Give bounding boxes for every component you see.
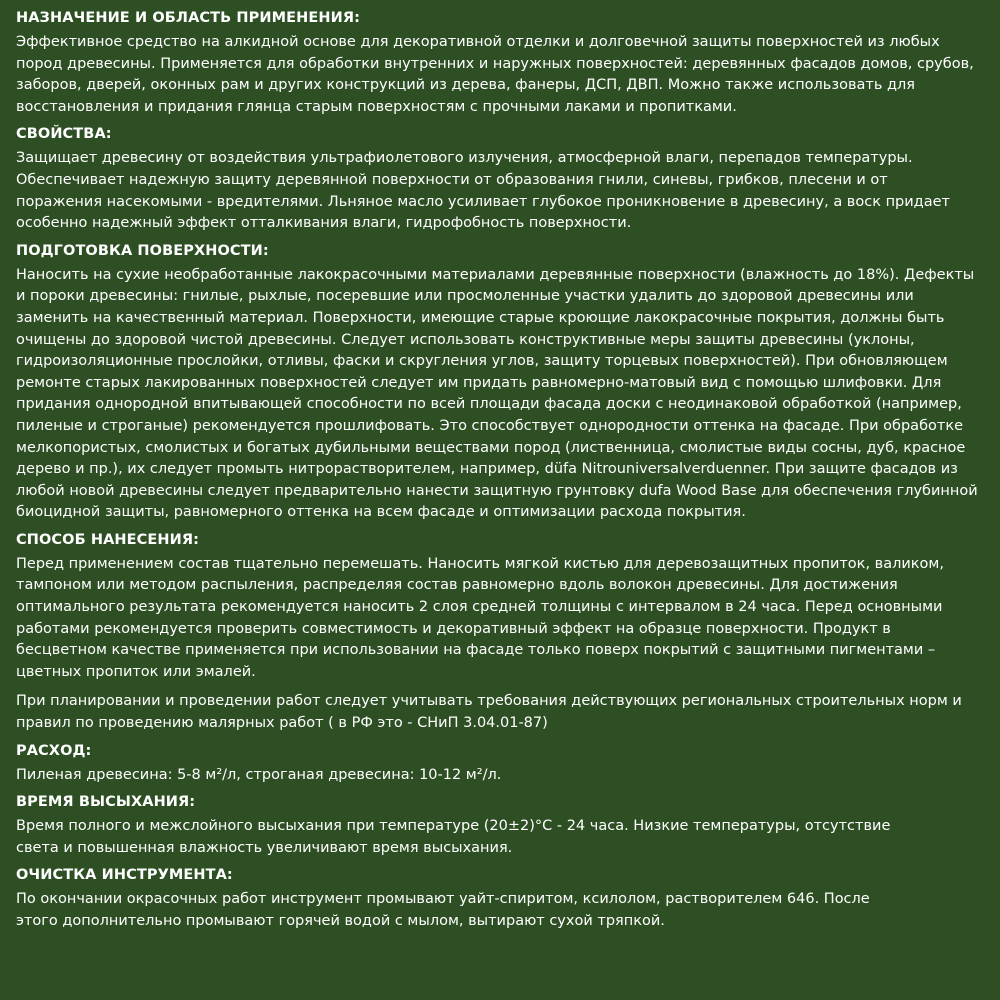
section-paragraph: Время полного и межслойного высыхания при температуре (20±2)°С - 24 часа. Низкие температуры, отсутствие света и повышенная влажность увеличивают время высыхания. (16, 818, 891, 856)
section-paragraph: Перед применением состав тщательно перемешать. Наносить мягкой кистью для деревозащитных пропиток, валиком, тампоном или методом распыления, распределяя состав равномерно вдоль волокон древесины. Для достижения оптимального результата рекомендуется наносить 2 слоя средней толщины с интервалом в 24 часа. Перед основными работами рекомендуется проверить совместимость и декоративный эффект на образце поверхности. Продукт в бесцветном качестве применяется при использовании на фасаде только поверх покрытий с защитными пигментами – цветных пропиток или эмалей. (16, 555, 944, 680)
section-heading: НАЗНАЧЕНИЕ И ОБЛАСТЬ ПРИМЕНЕНИЯ: (16, 10, 361, 26)
section-heading: ОЧИСТКА ИНСТРУМЕНТА: (16, 867, 233, 884)
section-drying-time (16, 792, 986, 859)
section-paragraph: При планировании и проведении работ следует учитывать требования действующих региональных строительных норм и правил по проведению малярных работ ( в РФ это - СНиП 3.04.01-87) (16, 693, 962, 732)
section-properties (16, 124, 986, 234)
section-heading: ВРЕМЯ ВЫСЫХАНИЯ: (16, 794, 196, 811)
section-heading: РАСХОД: (16, 742, 92, 759)
section-surface-preparation (16, 241, 986, 524)
section-heading: ПОДГОТОВКА ПОВЕРХНОСТИ: (16, 242, 269, 259)
section-paragraph: Пиленая древесина: 5-8 м²/л, строганая древесина: 10-12 м²/л. (16, 766, 502, 783)
section-heading: СПОСОБ НАНЕСЕНИЯ: (16, 531, 200, 548)
section-tool-cleaning (16, 865, 986, 932)
section-paragraph: Наносить на сухие необработанные лакокрасочными материалами деревянные поверхности (влажность до 18%). Дефекты и пороки древесины: гнилые, рыхлые, посеревшие или просмоленные участки удалить до здоровой древесины или заменить на качественный материал. Поверхности, имеющие старые кроющие лакокрасочные покрытия, должны быть очищены до здоровой чистой древесины. Следует использовать конструктивные меры защиты древесины (уклоны, гидроизоляционные прослойки, отливы, фаски и скругления углов, защиту торцевых поверхностей). При обновляющем ремонте старых лакированных поверхностей следует им придать равномерно-матовый вид с помощью шлифовки. Для придания однородной впитывающей способности по всей площади фасада доски с неодинаковой обработкой (например, пиленые и строганые) рекомендуется прошлифовать. Это способствует однородности оттенка на фасаде. При обработке мелкопористых, смолистых и богатых дубильными веществами пород (лиственница, смолистые виды сосны, дуб, красное дерево и пр.), их следует промыть нитрорастворителем, например, düfa Nitrouniversalverduenner. При защите фасадов из любой новой древесины следует предварительно нанести защитную грунтовку dufa Wood Base для обеспечения глубинной биоцидной защиты, равномерного оттенка на всем фасаде и оптимизации расхода покрытия. (16, 266, 978, 521)
section-paragraph: По окончании окрасочных работ инструмент промывают уайт-спиритом, ксилолом, растворителем 646. После этого дополнительно промывают горячей водой с мылом, вытирают сухой тряпкой. (16, 891, 870, 929)
section-purpose (16, 8, 986, 118)
section-heading: СВОЙСТВА: (16, 126, 112, 143)
section-paragraph: Защищает древесину от воздействия ультрафиолетового излучения, атмосферной влаги, перепадов температуры. Обеспечивает надежную защиту деревянной поверхности от образования гнили, синевы, грибков, плесени и от поражения насекомыми - вредителями. Льняное масло усиливает глубокое проникновение в древесину, а воск придает особенно надежный эффект отталкивания влаги, гидрофобность поверхности. (16, 150, 950, 232)
section-application-method (16, 530, 986, 735)
section-paragraph: Эффективное средство на алкидной основе для декоративной отделки и долговечной защиты поверхностей из любых пород древесины. Применяется для обработки внутренних и наружных поверхностей: деревянных фасадов домов, срубов, заборов, дверей, оконных рам и других конструкций из дерева, фанеры, ДСП, ДВП. Можно также использовать для восстановления и придания глянца старым поверхностям с прочными лаками и пропитками. (16, 34, 974, 115)
section-consumption (16, 741, 986, 787)
